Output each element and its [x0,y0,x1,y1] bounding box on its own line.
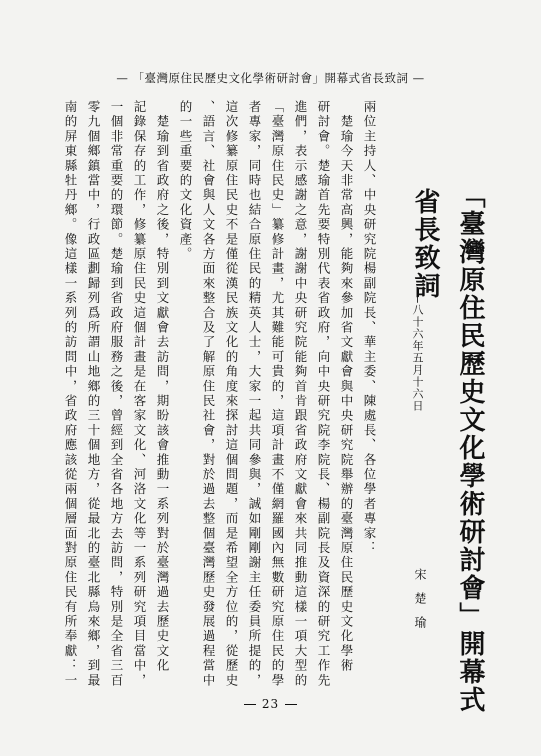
body-column: 者專家，同時也結合原住民的精英人士，大家一起共同參與，誠如剛剛謝主任委員所提的， [247,100,262,688]
body-column: 零九個鄉鎮當中，行政區劃歸列爲所謂山地鄉的三十個地方，從最北的臺北縣烏來鄉，到最 [86,100,101,688]
page-footer [0,697,541,711]
body-column: 進們，表示感謝之意，謝謝中央研究院能夠首肯跟省政府文獻會來共同推動這樣一項大型的 [293,100,308,688]
author-name: 宋楚瑜 [413,568,427,640]
body-column: 的一些重要的文化資產。 [178,100,193,262]
body-column: 一個非常重要的環節。楚瑜到省政府服務之後，曾經到全省各地方去訪問，特別是全省三百 [109,100,124,688]
footer-dash [244,704,256,705]
body-column: 、語言、社會與人文各方面來整合及了解原住民社會，對於過去整個臺灣歷史發展過程當中 [201,100,216,688]
footer-dash [285,704,297,705]
body-column: 南的屏東縣牡丹鄉。像這樣一系列的訪問中，省政府應該從兩個層面對原住民有所奉獻：一 [63,100,78,688]
running-header: — 「臺灣原住民歷史文化學術研討會」開幕式省長致詞 — [116,71,425,85]
body-column: 這次修纂原住民史不是僅從漢民族文化的角度來探討這個問題，而是希望全方位的，從歷史 [224,100,239,688]
speech-date: |八十六年五月十六日 [411,290,424,412]
page-number: 23 [261,697,280,711]
body-column: 兩位主持人、中央研究院楊副院長、華主委、陳處長、各位學者專家： [362,100,377,556]
title-line-1: 「臺灣原住民歷史文化學術研討會」開幕式 [455,182,485,714]
body-column: 楚瑜今天非常高興，能夠來參加省文獻會與中央研究院舉辦的臺灣原住民歷史文化學術 [339,100,354,674]
body-column: 記錄保存的工作，修纂原住民史這個計畫是在客家文化、河洛文化等一系列研究項目當中， [132,100,147,688]
body-column: 研討會。楚瑜首先要特別代表省政府，向中央研究院李院長、楊副院長及資深的研究工作先 [316,100,331,688]
title-line-2: 省長致詞 [410,188,440,300]
body-column: 楚瑜到省政府之後，特別到文獻會去訪問，期盼該會推動一系列對於臺灣過去歷史文化 [155,100,170,674]
body-column: 「臺灣原住民史」纂修計畫，尤其難能可貴的，這項計畫不僅網羅國內無數研究原住民的學 [270,100,285,688]
